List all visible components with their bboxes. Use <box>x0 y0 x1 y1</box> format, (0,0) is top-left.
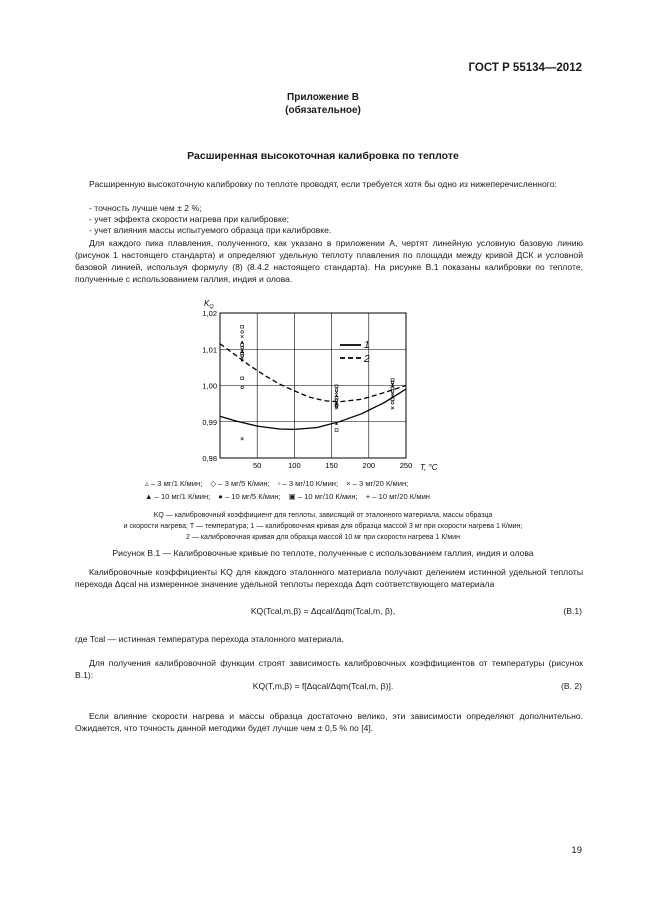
x-tick-label: 100 <box>288 461 301 470</box>
curve-1-key-label: 1 <box>364 340 370 351</box>
legend-item-10mg-5: ● – 10 мг/5 К/мин; <box>218 492 281 501</box>
legend-item-3mg-20: × – 3 мг/20 К/мин; <box>346 479 409 488</box>
curve-2-key-label: 2 <box>364 354 370 365</box>
data-point <box>241 377 244 380</box>
annex-status: (обязательное) <box>285 105 361 116</box>
legend-item-3mg-10: ▫ – 3 мг/10 К/мин; <box>277 479 339 488</box>
document-header: ГОСТ Р 55134—2012 <box>468 62 582 74</box>
y-axis-label: $K_Q$ <box>204 299 214 310</box>
x-tick-label: 150 <box>325 461 338 470</box>
data-point <box>241 325 244 328</box>
body-paragraph-3: Калибровочные коэффициенты KQ для каждого эталонного материала получают делением истинной удельной теплоты перехода Δqcal на измеренное значение удельной теплоты перехода Δqm соответствующего материала <box>75 567 583 589</box>
page-number: 19 <box>571 845 582 856</box>
intro-bullet-2: - учет эффекта скорости нагрева при калибровке; <box>89 214 290 224</box>
intro-bullet-3: - учет влияния массы испытуемого образца при калибровке. <box>89 225 332 235</box>
legend-item-10mg-10: ▣ – 10 мг/10 К/мин; <box>288 492 358 501</box>
data-point <box>241 331 244 334</box>
body-paragraph-5: Если влияние скорости нагрева и массы образца достаточно велико, эти зависимости определяют дополнительно. Ожидается, что точность данной методики будет лучше чем ± 0,5 % по [4]. <box>75 711 583 733</box>
section-title: Расширенная высокоточная калибровка по теплоте <box>187 150 459 162</box>
legend-row-1 <box>145 479 545 488</box>
legend-item-10mg-1: ▲ – 10 мг/1 К/мин; <box>145 492 211 501</box>
equation-b2-number: (В. 2) <box>560 681 582 691</box>
legend-row-2 <box>145 492 545 501</box>
calibration-chart <box>190 290 440 480</box>
curve-key <box>340 340 370 365</box>
data-point <box>241 344 244 347</box>
y-tick-label: 0,98 <box>202 454 217 463</box>
x-tick-label: 250 <box>399 461 413 470</box>
legend-item-10mg-20: + – 10 мг/20 К/мин <box>365 492 430 501</box>
y-tick-label: 1,01 <box>202 345 217 355</box>
data-point <box>241 340 244 343</box>
data-point <box>241 437 244 440</box>
data-point <box>335 391 338 394</box>
x-tick-label: 50 <box>253 461 262 470</box>
equation-b1-number: (В.1) <box>563 606 582 616</box>
y-tick-labels <box>202 309 217 463</box>
equation-b1: KQ(Tcal,m,β) = Δqcal/Δqm(Tcal,m, β), <box>250 606 396 616</box>
y-tick-label: 1,02 <box>202 309 217 318</box>
data-point <box>391 402 394 405</box>
data-point <box>391 407 394 410</box>
chart-markers <box>241 325 394 440</box>
legend-item-3mg-1: ▵ – 3 мг/1 К/мин; <box>145 479 203 488</box>
intro-paragraph-2: Для каждого пика плавления, полученного, как указано в приложении А, чертят линейную условную базовую линию (рисунок 1 настоящего стандарта) и определяют удельную теплоту плавления по площади между кривой ДСК и условной базовой линией, используя формулу (8) (8.4.2 настоящего стандарта). На рисунке В.1 показаны калибровки по теплоте, полученные с использованием галлия, индия и олова. <box>75 238 583 284</box>
data-point <box>335 407 338 410</box>
equation-b2: KQ(T,m,β) = f[Δqcal/Δqm(Tcal,m, β)]. <box>252 681 394 691</box>
chart-grid <box>220 313 406 458</box>
data-point <box>391 390 394 393</box>
calibration-curve-1 <box>220 389 406 429</box>
legend-item-3mg-5: ◇ – 3 мг/5 К/мин; <box>210 479 270 488</box>
chart-curves <box>220 344 406 430</box>
body-paragraph-4: Для получения калибровочной функции строят зависимость калибровочных коэффициентов от температуры (рисунок В.1): <box>75 658 583 680</box>
intro-paragraph-1: Расширенную высокоточную калибровку по теплоте проводят, если требуется хотя бы одно из нижеперечисленного: <box>89 179 557 189</box>
x-tick-label: 200 <box>362 461 376 470</box>
y-tick-label: 1,00 <box>202 381 217 391</box>
annex-title: Приложение В <box>287 92 359 103</box>
y-tick-label: 0,99 <box>202 417 217 427</box>
x-tick-labels <box>253 461 412 470</box>
figure-caption: Рисунок В.1 — Калибровочные кривые по теплоте, полученные с использованием галлия, индия и олова <box>112 548 534 558</box>
data-point <box>391 387 394 390</box>
where-clause: где Tcal — истинная температура перехода эталонного материала. <box>75 634 344 644</box>
figure-note-2: и скорости нагрева; T — температура; 1 — калибровочная кривая для образца массой 3 мг при скорости нагрева 1 К/мин; <box>123 523 523 530</box>
data-point <box>241 335 244 338</box>
figure-note-3: 2 — калибровочная кривая для образца массой 10 мг при скорости нагрева 1 К/мин <box>186 534 460 541</box>
calibration-curve-2 <box>220 344 406 402</box>
data-point <box>241 386 244 389</box>
figure-note-1: KQ — калибровочный коэффициент для теплоты, зависящий от эталонного материала, массы образца <box>153 512 493 519</box>
x-axis-label: T, °C <box>420 463 438 472</box>
data-point <box>335 429 338 432</box>
intro-bullet-1: - точность лучше чем ± 2 %; <box>89 203 202 213</box>
data-point <box>335 389 338 392</box>
